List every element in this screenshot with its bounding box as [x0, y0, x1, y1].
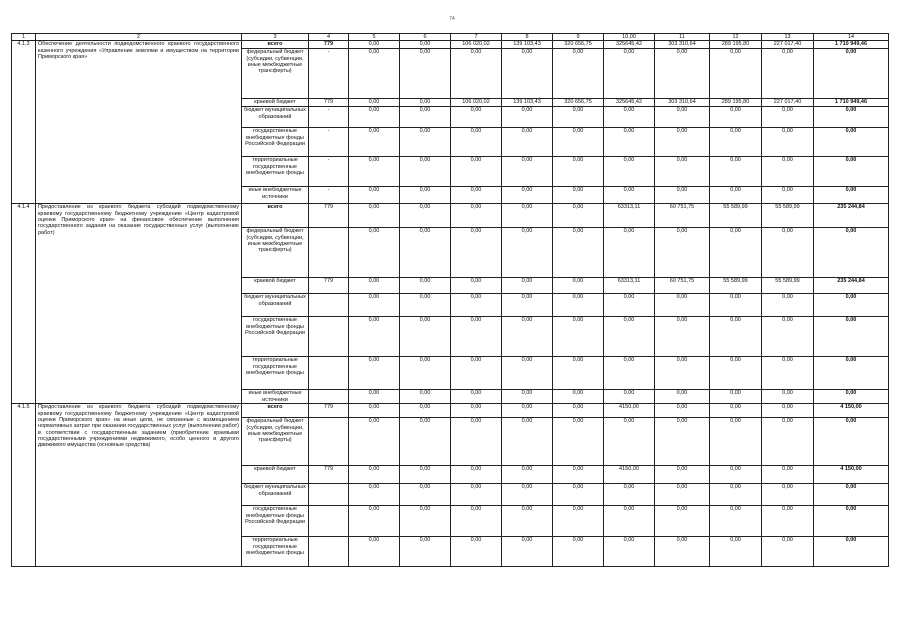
year-value: 0,00	[451, 49, 502, 99]
year-value: 0,00	[349, 107, 400, 128]
total-value: 235 244,84	[814, 204, 889, 228]
year-value: 0,00	[762, 49, 814, 99]
section-code: 4.1.3	[12, 41, 36, 204]
year-value: 0,00	[451, 228, 502, 278]
year-value: 0,00	[349, 187, 400, 204]
funding-source: территориальные государственные внебюджетные фонды	[242, 357, 309, 390]
header-cell-12: 12	[710, 34, 762, 41]
year-value: 0,00	[553, 484, 604, 506]
funding-source: краевой бюджет	[242, 278, 309, 294]
year-value: 0,00	[762, 187, 814, 204]
year-value: 0,00	[553, 228, 604, 278]
year-value: 0,00	[400, 294, 451, 317]
year-value: 0,00	[553, 157, 604, 187]
year-value: 0,00	[604, 49, 655, 99]
year-value: 0,00	[502, 466, 553, 484]
year-value: 0,00	[710, 404, 762, 418]
year-value: 0,00	[604, 357, 655, 390]
year-value: 0,00	[762, 228, 814, 278]
grbs-code: 779	[309, 41, 349, 49]
year-value: 0,00	[400, 228, 451, 278]
funding-source: краевой бюджет	[242, 466, 309, 484]
year-value: 0,00	[349, 357, 400, 390]
table-row	[12, 41, 889, 49]
year-value: 0,00	[400, 41, 451, 49]
year-value: 4150,00	[604, 466, 655, 484]
header-cell-9: 9	[553, 34, 604, 41]
year-value: 0,00	[451, 157, 502, 187]
year-value: 0,00	[655, 317, 710, 357]
year-value: 0,00	[553, 390, 604, 404]
year-value: 60 751,75	[655, 278, 710, 294]
year-value: 0,00	[710, 484, 762, 506]
year-value: 0,00	[762, 128, 814, 157]
year-value: 0,00	[553, 466, 604, 484]
year-value: 0,00	[451, 278, 502, 294]
year-value: 0,00	[349, 317, 400, 357]
funding-source: государственные внебюджетные фонды Российской Федерации	[242, 128, 309, 157]
year-value: 0,00	[349, 49, 400, 99]
total-value: 1 710 949,46	[814, 99, 889, 107]
grbs-code: 779	[309, 404, 349, 418]
year-value: 0,00	[655, 187, 710, 204]
year-value: 0,00	[762, 294, 814, 317]
year-value: 55 589,99	[710, 204, 762, 228]
year-value: 0,00	[451, 294, 502, 317]
year-value: 0,00	[349, 506, 400, 537]
header-cell-10: 10,00	[604, 34, 655, 41]
total-value: 0,00	[814, 317, 889, 357]
year-value: 320 656,75	[553, 99, 604, 107]
year-value: 0,00	[655, 404, 710, 418]
year-value: 0,00	[655, 228, 710, 278]
grbs-code: -	[309, 157, 349, 187]
funding-source: всего	[242, 41, 309, 49]
year-value: 289 195,80	[710, 41, 762, 49]
year-value: 0,00	[553, 187, 604, 204]
year-value: 0,00	[400, 484, 451, 506]
header-cell-8: 8	[502, 34, 553, 41]
header-cell-1: 1	[12, 34, 36, 41]
year-value: 0,00	[451, 204, 502, 228]
year-value: 0,00	[553, 404, 604, 418]
grbs-code	[309, 506, 349, 537]
year-value: 0,00	[553, 204, 604, 228]
grbs-code	[309, 537, 349, 567]
year-value: 0,00	[604, 390, 655, 404]
funding-source: государственные внебюджетные фонды Российской Федерации	[242, 506, 309, 537]
grbs-code	[309, 317, 349, 357]
year-value: 0,00	[400, 466, 451, 484]
funding-source: федеральный бюджет (субсидии, субвенции, иные межбюджетные трансферты)	[242, 418, 309, 466]
year-value: 0,00	[502, 294, 553, 317]
year-value: 325645,42	[604, 41, 655, 49]
funding-source: бюджет муниципальных образований	[242, 294, 309, 317]
year-value: 0,00	[710, 157, 762, 187]
year-value: 0,00	[655, 157, 710, 187]
year-value: 0,00	[553, 537, 604, 567]
total-value: 0,00	[814, 418, 889, 466]
year-value: 106 020,02	[451, 99, 502, 107]
funding-source: всего	[242, 404, 309, 418]
year-value: 0,00	[762, 390, 814, 404]
year-value: 0,00	[553, 418, 604, 466]
total-value: 0,00	[814, 228, 889, 278]
year-value: 289 195,80	[710, 99, 762, 107]
table-row	[12, 404, 889, 418]
year-value: 0,00	[655, 107, 710, 128]
year-value: 0,00	[655, 418, 710, 466]
year-value: 0,00	[762, 484, 814, 506]
year-value: 0,00	[553, 357, 604, 390]
table-body	[12, 34, 889, 567]
year-value: 0,00	[604, 128, 655, 157]
year-value: 0,00	[502, 418, 553, 466]
funding-source: государственные внебюджетные фонды Российской Федерации	[242, 317, 309, 357]
year-value: 303 310,64	[655, 99, 710, 107]
year-value: 0,00	[710, 187, 762, 204]
year-value: 0,00	[762, 506, 814, 537]
year-value: 0,00	[451, 484, 502, 506]
year-value: 139 103,43	[502, 41, 553, 49]
header-cell-3: 3	[242, 34, 309, 41]
year-value: 0,00	[349, 390, 400, 404]
grbs-code: -	[309, 187, 349, 204]
year-value: 0,00	[451, 537, 502, 567]
year-value: 0,00	[451, 404, 502, 418]
year-value: 0,00	[655, 49, 710, 99]
year-value: 0,00	[553, 49, 604, 99]
year-value: 0,00	[655, 506, 710, 537]
year-value: 303 310,64	[655, 41, 710, 49]
grbs-code: 779	[309, 466, 349, 484]
year-value: 0,00	[762, 357, 814, 390]
year-value: 0,00	[604, 294, 655, 317]
year-value: 0,00	[349, 294, 400, 317]
funding-source: всего	[242, 204, 309, 228]
year-value: 139 103,43	[502, 99, 553, 107]
grbs-code	[309, 418, 349, 466]
year-value: 0,00	[553, 317, 604, 357]
year-value: 63313,11	[604, 278, 655, 294]
year-value: 0,00	[400, 204, 451, 228]
total-value: 0,00	[814, 484, 889, 506]
year-value: 0,00	[762, 418, 814, 466]
year-value: 0,00	[451, 418, 502, 466]
year-value: 0,00	[710, 228, 762, 278]
year-value: 0,00	[502, 157, 553, 187]
year-value: 0,00	[451, 128, 502, 157]
year-value: 0,00	[762, 157, 814, 187]
year-value: 0,00	[502, 49, 553, 99]
year-value: 0,00	[349, 466, 400, 484]
year-value: 0,00	[349, 204, 400, 228]
year-value: 320 656,75	[553, 41, 604, 49]
year-value: 0,00	[502, 128, 553, 157]
year-value: 0,00	[502, 187, 553, 204]
year-value: 0,00	[710, 107, 762, 128]
year-value: 0,00	[400, 128, 451, 157]
funding-source: иные внебюджетные источники	[242, 390, 309, 404]
year-value: 0,00	[400, 107, 451, 128]
year-value: 0,00	[710, 537, 762, 567]
total-value: 0,00	[814, 49, 889, 99]
year-value: 0,00	[604, 537, 655, 567]
year-value: 0,00	[553, 128, 604, 157]
year-value: 0,00	[553, 278, 604, 294]
header-cell-14: 14	[814, 34, 889, 41]
year-value: 0,00	[710, 128, 762, 157]
year-value: 0,00	[762, 404, 814, 418]
year-value: 0,00	[400, 506, 451, 537]
year-value: 0,00	[762, 537, 814, 567]
year-value: 0,00	[349, 128, 400, 157]
year-value: 0,00	[400, 49, 451, 99]
grbs-code	[309, 294, 349, 317]
funding-source: иные внебюджетные источники	[242, 187, 309, 204]
total-value: 4 150,00	[814, 466, 889, 484]
section-code: 4.1.4	[12, 204, 36, 404]
year-value: 0,00	[502, 107, 553, 128]
year-value: 0,00	[710, 49, 762, 99]
grbs-code: -	[309, 128, 349, 157]
total-value: 4 150,00	[814, 404, 889, 418]
year-value: 0,00	[762, 107, 814, 128]
year-value: 0,00	[710, 317, 762, 357]
year-value: 0,00	[762, 317, 814, 357]
grbs-code	[309, 357, 349, 390]
year-value: 0,00	[710, 418, 762, 466]
year-value: 0,00	[604, 317, 655, 357]
grbs-code: 779	[309, 99, 349, 107]
total-value: 235 244,84	[814, 278, 889, 294]
grbs-code: 779	[309, 204, 349, 228]
year-value: 0,00	[451, 466, 502, 484]
year-value: 0,00	[400, 537, 451, 567]
section-name: Обеспечение деятельности подведомственного краевого государственного казенного учреждения «Управление землями и имуществом на территории Приморского края»	[36, 41, 242, 204]
year-value: 60 751,75	[655, 204, 710, 228]
year-value: 0,00	[451, 506, 502, 537]
year-value: 0,00	[349, 157, 400, 187]
year-value: 0,00	[655, 390, 710, 404]
year-value: 0,00	[710, 357, 762, 390]
year-value: 227 017,40	[762, 41, 814, 49]
year-value: 0,00	[502, 537, 553, 567]
year-value: 0,00	[400, 157, 451, 187]
grbs-code	[309, 484, 349, 506]
funding-source: федеральный бюджет (субсидии, субвенции, иные межбюджетные трансферты)	[242, 228, 309, 278]
year-value: 0,00	[604, 107, 655, 128]
funding-source: бюджет муниципальных образований	[242, 107, 309, 128]
year-value: 325645,42	[604, 99, 655, 107]
year-value: 0,00	[502, 317, 553, 357]
funding-source: территориальные государственные внебюджетные фонды	[242, 157, 309, 187]
year-value: 0,00	[604, 484, 655, 506]
grbs-code	[309, 228, 349, 278]
year-value: 0,00	[349, 418, 400, 466]
section-name: Предоставление из краевого бюджета субсидий подведомственному краевому государственному бюджетному учреждению «Центр кадастровой оценки Приморского края» на иные цели, не связанные с возмещением нормативных затрат при оказании государственных услуг (выполнении работ) в соответствии с государственным заданием (приобретение краевыми государственными учреждениями недвижимого, особо ценного и другого движимого имущества (основные средства)	[36, 404, 242, 567]
year-value: 0,00	[553, 294, 604, 317]
year-value: 0,00	[655, 466, 710, 484]
total-value: 1 710 949,46	[814, 41, 889, 49]
year-value: 0,00	[655, 128, 710, 157]
year-value: 63313,11	[604, 204, 655, 228]
year-value: 0,00	[349, 41, 400, 49]
header-row	[12, 34, 889, 41]
year-value: 0,00	[400, 278, 451, 294]
grbs-code: -	[309, 49, 349, 99]
year-value: 4150,00	[604, 404, 655, 418]
year-value: 0,00	[502, 404, 553, 418]
year-value: 0,00	[604, 228, 655, 278]
year-value: 55 589,99	[762, 204, 814, 228]
grbs-code	[309, 390, 349, 404]
year-value: 227 017,40	[762, 99, 814, 107]
year-value: 0,00	[400, 187, 451, 204]
year-value: 0,00	[349, 404, 400, 418]
page-number: 74	[449, 16, 455, 22]
year-value: 0,00	[710, 390, 762, 404]
budget-table	[11, 33, 889, 567]
year-value: 55 589,99	[710, 278, 762, 294]
total-value: 0,00	[814, 294, 889, 317]
year-value: 0,00	[451, 107, 502, 128]
year-value: 0,00	[655, 537, 710, 567]
year-value: 0,00	[400, 99, 451, 107]
year-value: 0,00	[502, 357, 553, 390]
year-value: 0,00	[604, 418, 655, 466]
year-value: 0,00	[502, 278, 553, 294]
header-cell-6: 6	[400, 34, 451, 41]
section-code: 4.1.5	[12, 404, 36, 567]
total-value: 0,00	[814, 157, 889, 187]
grbs-code: 779	[309, 278, 349, 294]
year-value: 0,00	[710, 294, 762, 317]
year-value: 0,00	[451, 357, 502, 390]
header-cell-4: 4	[309, 34, 349, 41]
funding-source: территориальные государственные внебюджетные фонды	[242, 537, 309, 567]
total-value: 0,00	[814, 390, 889, 404]
year-value: 0,00	[655, 294, 710, 317]
year-value: 0,00	[349, 228, 400, 278]
year-value: 0,00	[553, 107, 604, 128]
year-value: 0,00	[502, 204, 553, 228]
year-value: 0,00	[553, 506, 604, 537]
total-value: 0,00	[814, 107, 889, 128]
year-value: 0,00	[604, 157, 655, 187]
section-name: Предоставление из краевого бюджета субсидий подведомственному краевому государственному бюджетному учреждению «Центр кадастровой оценки Приморского края» на финансовое обеспечение выполнения государственного задания на оказание государственных услуг (выполнение работ)	[36, 204, 242, 404]
year-value: 0,00	[655, 357, 710, 390]
year-value: 0,00	[451, 390, 502, 404]
year-value: 0,00	[604, 187, 655, 204]
year-value: 0,00	[451, 187, 502, 204]
year-value: 0,00	[502, 484, 553, 506]
grbs-code: -	[309, 107, 349, 128]
year-value: 0,00	[451, 317, 502, 357]
year-value: 0,00	[604, 506, 655, 537]
year-value: 0,00	[762, 466, 814, 484]
year-value: 0,00	[349, 278, 400, 294]
header-cell-7: 7	[451, 34, 502, 41]
total-value: 0,00	[814, 128, 889, 157]
funding-source: федеральный бюджет (субсидии, субвенции, иные межбюджетные трансферты)	[242, 49, 309, 99]
year-value: 0,00	[400, 317, 451, 357]
total-value: 0,00	[814, 357, 889, 390]
year-value: 0,00	[502, 228, 553, 278]
year-value: 0,00	[710, 466, 762, 484]
table-row	[12, 204, 889, 228]
year-value: 0,00	[349, 99, 400, 107]
funding-source: бюджет муниципальных образований	[242, 484, 309, 506]
year-value: 0,00	[400, 390, 451, 404]
year-value: 0,00	[400, 357, 451, 390]
header-cell-11: 11	[655, 34, 710, 41]
year-value: 0,00	[502, 506, 553, 537]
year-value: 0,00	[400, 404, 451, 418]
year-value: 0,00	[655, 484, 710, 506]
year-value: 0,00	[400, 418, 451, 466]
year-value: 106 020,02	[451, 41, 502, 49]
year-value: 0,00	[502, 390, 553, 404]
funding-source: краевой бюджет	[242, 99, 309, 107]
total-value: 0,00	[814, 506, 889, 537]
header-cell-5: 5	[349, 34, 400, 41]
header-cell-13: 13	[762, 34, 814, 41]
total-value: 0,00	[814, 537, 889, 567]
total-value: 0,00	[814, 187, 889, 204]
year-value: 0,00	[710, 506, 762, 537]
year-value: 0,00	[349, 484, 400, 506]
year-value: 0,00	[349, 537, 400, 567]
header-cell-2: 2	[36, 34, 242, 41]
year-value: 55 589,99	[762, 278, 814, 294]
